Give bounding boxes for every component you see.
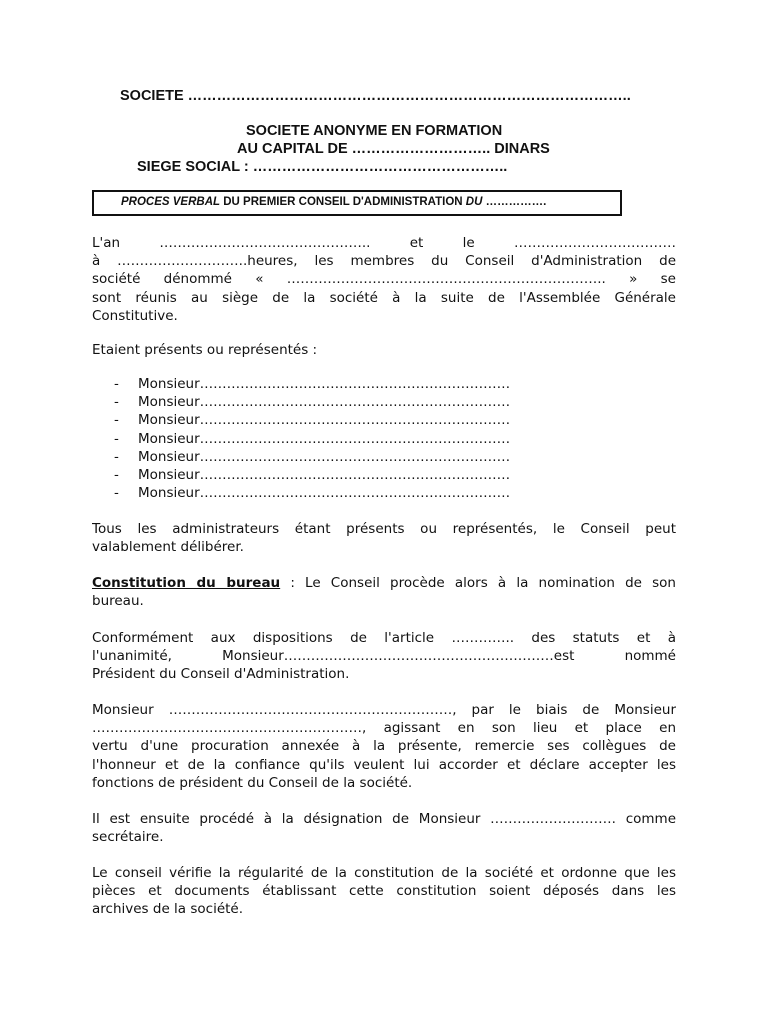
acceptance-line-5: fonctions de président du Conseil de la société. bbox=[92, 774, 413, 791]
opening-line-5: Constitutive. bbox=[92, 307, 178, 324]
quorum-line-2: valablement délibérer. bbox=[92, 539, 244, 556]
minutes-title-text: DU PREMIER CONSEIL D'ADMINISTRATION bbox=[220, 196, 466, 208]
bullet-dash: - bbox=[114, 430, 119, 447]
president-line-1: Conformément aux dispositions de l'article ………….. des statuts et à bbox=[92, 630, 676, 646]
bureau-line-2: bureau. bbox=[92, 593, 144, 610]
president-line-3: Président du Conseil d'Administration. bbox=[92, 666, 350, 683]
verification-paragraph bbox=[92, 864, 676, 919]
opening-line-2: à ………………………..heures, les membres du Conseil d'Administration de bbox=[92, 253, 676, 270]
list-item bbox=[92, 466, 510, 484]
minutes-title-label: PROCES VERBAL bbox=[121, 196, 221, 208]
president-line-2: l'unanimité, Monsieur……………………………………………………est nommé bbox=[92, 648, 676, 665]
list-item bbox=[92, 484, 510, 502]
opening-date-blank: ……………………………… bbox=[513, 235, 676, 251]
quorum-line-1: Tous les administrateurs étant présents ou représentés, le Conseil peut bbox=[92, 521, 676, 537]
attendee-name: Monsieur…………………………………………………………… bbox=[138, 430, 511, 447]
acceptance-line-1: Monsieur ………………………………………………………, par le biais de Monsieur bbox=[92, 702, 676, 718]
opening-paragraph bbox=[92, 234, 676, 325]
quorum-paragraph bbox=[92, 520, 676, 556]
list-item bbox=[92, 448, 510, 466]
company-name-line: SOCIETE ……………………………………………………………………………….. bbox=[120, 88, 631, 104]
list-item bbox=[92, 430, 510, 448]
verification-line-1: Le conseil vérifie la régularité de la constitution de la société et ordonne que les bbox=[92, 865, 676, 881]
acceptance-line-4: l'honneur et de la confiance qu'ils veulent lui accorder et déclare accepter les bbox=[92, 756, 676, 773]
opening-year-blank: ……………………………………….. bbox=[159, 235, 371, 251]
bullet-dash: - bbox=[114, 412, 119, 429]
verification-line-2: pièces et documents établissant cette constitution soient déposés dans les bbox=[92, 883, 676, 900]
opening-year-label: L'an bbox=[92, 235, 121, 251]
attendee-name: Monsieur…………………………………………………………… bbox=[138, 448, 511, 465]
acceptance-paragraph bbox=[92, 701, 676, 792]
bullet-dash: - bbox=[114, 394, 119, 411]
acceptance-line-2: ……………………………………………………, agissant en son lieu et place en bbox=[92, 720, 676, 737]
minutes-title-du: DU bbox=[465, 196, 483, 208]
attendee-name: Monsieur…………………………………………………………… bbox=[138, 376, 511, 392]
attendee-name: Monsieur…………………………………………………………… bbox=[138, 485, 511, 502]
acceptance-line-3: vertu d'une procuration annexée à la présente, remercie ses collègues de bbox=[92, 738, 676, 755]
bullet-dash: - bbox=[114, 485, 119, 502]
attendee-name: Monsieur…………………………………………………………… bbox=[138, 394, 511, 411]
opening-and: et bbox=[409, 235, 424, 251]
bureau-paragraph bbox=[92, 574, 676, 610]
bullet-dash: - bbox=[114, 448, 119, 465]
minutes-title-date: ……………. bbox=[482, 196, 547, 208]
company-form-line: SOCIETE ANONYME EN FORMATION bbox=[246, 123, 503, 139]
bullet-dash: - bbox=[114, 376, 119, 392]
head-office-line: SIEGE SOCIAL : …………………………………………….. bbox=[137, 159, 508, 175]
attendee-name: Monsieur…………………………………………………………… bbox=[138, 467, 511, 484]
list-item bbox=[92, 393, 510, 411]
attendees-intro: Etaient présents ou représentés : bbox=[92, 342, 318, 358]
bullet-dash: - bbox=[114, 467, 119, 484]
bureau-heading: Constitution du bureau bbox=[92, 575, 281, 591]
secretary-line-1: Il est ensuite procédé à la désignation de Monsieur ………………………. comme bbox=[92, 811, 676, 827]
list-item bbox=[92, 375, 510, 393]
opening-line-4: sont réunis au siège de la société à la suite de l'Assemblée Générale bbox=[92, 289, 676, 306]
bureau-line-1 bbox=[92, 574, 676, 592]
attendee-name: Monsieur…………………………………………………………… bbox=[138, 412, 511, 429]
secretary-paragraph bbox=[92, 810, 676, 846]
minutes-title-box bbox=[92, 190, 622, 216]
opening-line-3: société dénommé « …………………………………………………………….. » se bbox=[92, 271, 676, 288]
list-item bbox=[92, 411, 510, 429]
attendees-list bbox=[92, 375, 510, 502]
president-paragraph bbox=[92, 629, 676, 684]
opening-the: le bbox=[462, 235, 475, 251]
verification-line-3: archives de la société. bbox=[92, 901, 244, 918]
bureau-line-1-text: : Le Conseil procède alors à la nomination de son bbox=[280, 575, 676, 591]
capital-line: AU CAPITAL DE ……………………….. DINARS bbox=[237, 141, 550, 157]
secretary-line-2: secrétaire. bbox=[92, 829, 164, 846]
opening-line-1 bbox=[92, 234, 676, 252]
